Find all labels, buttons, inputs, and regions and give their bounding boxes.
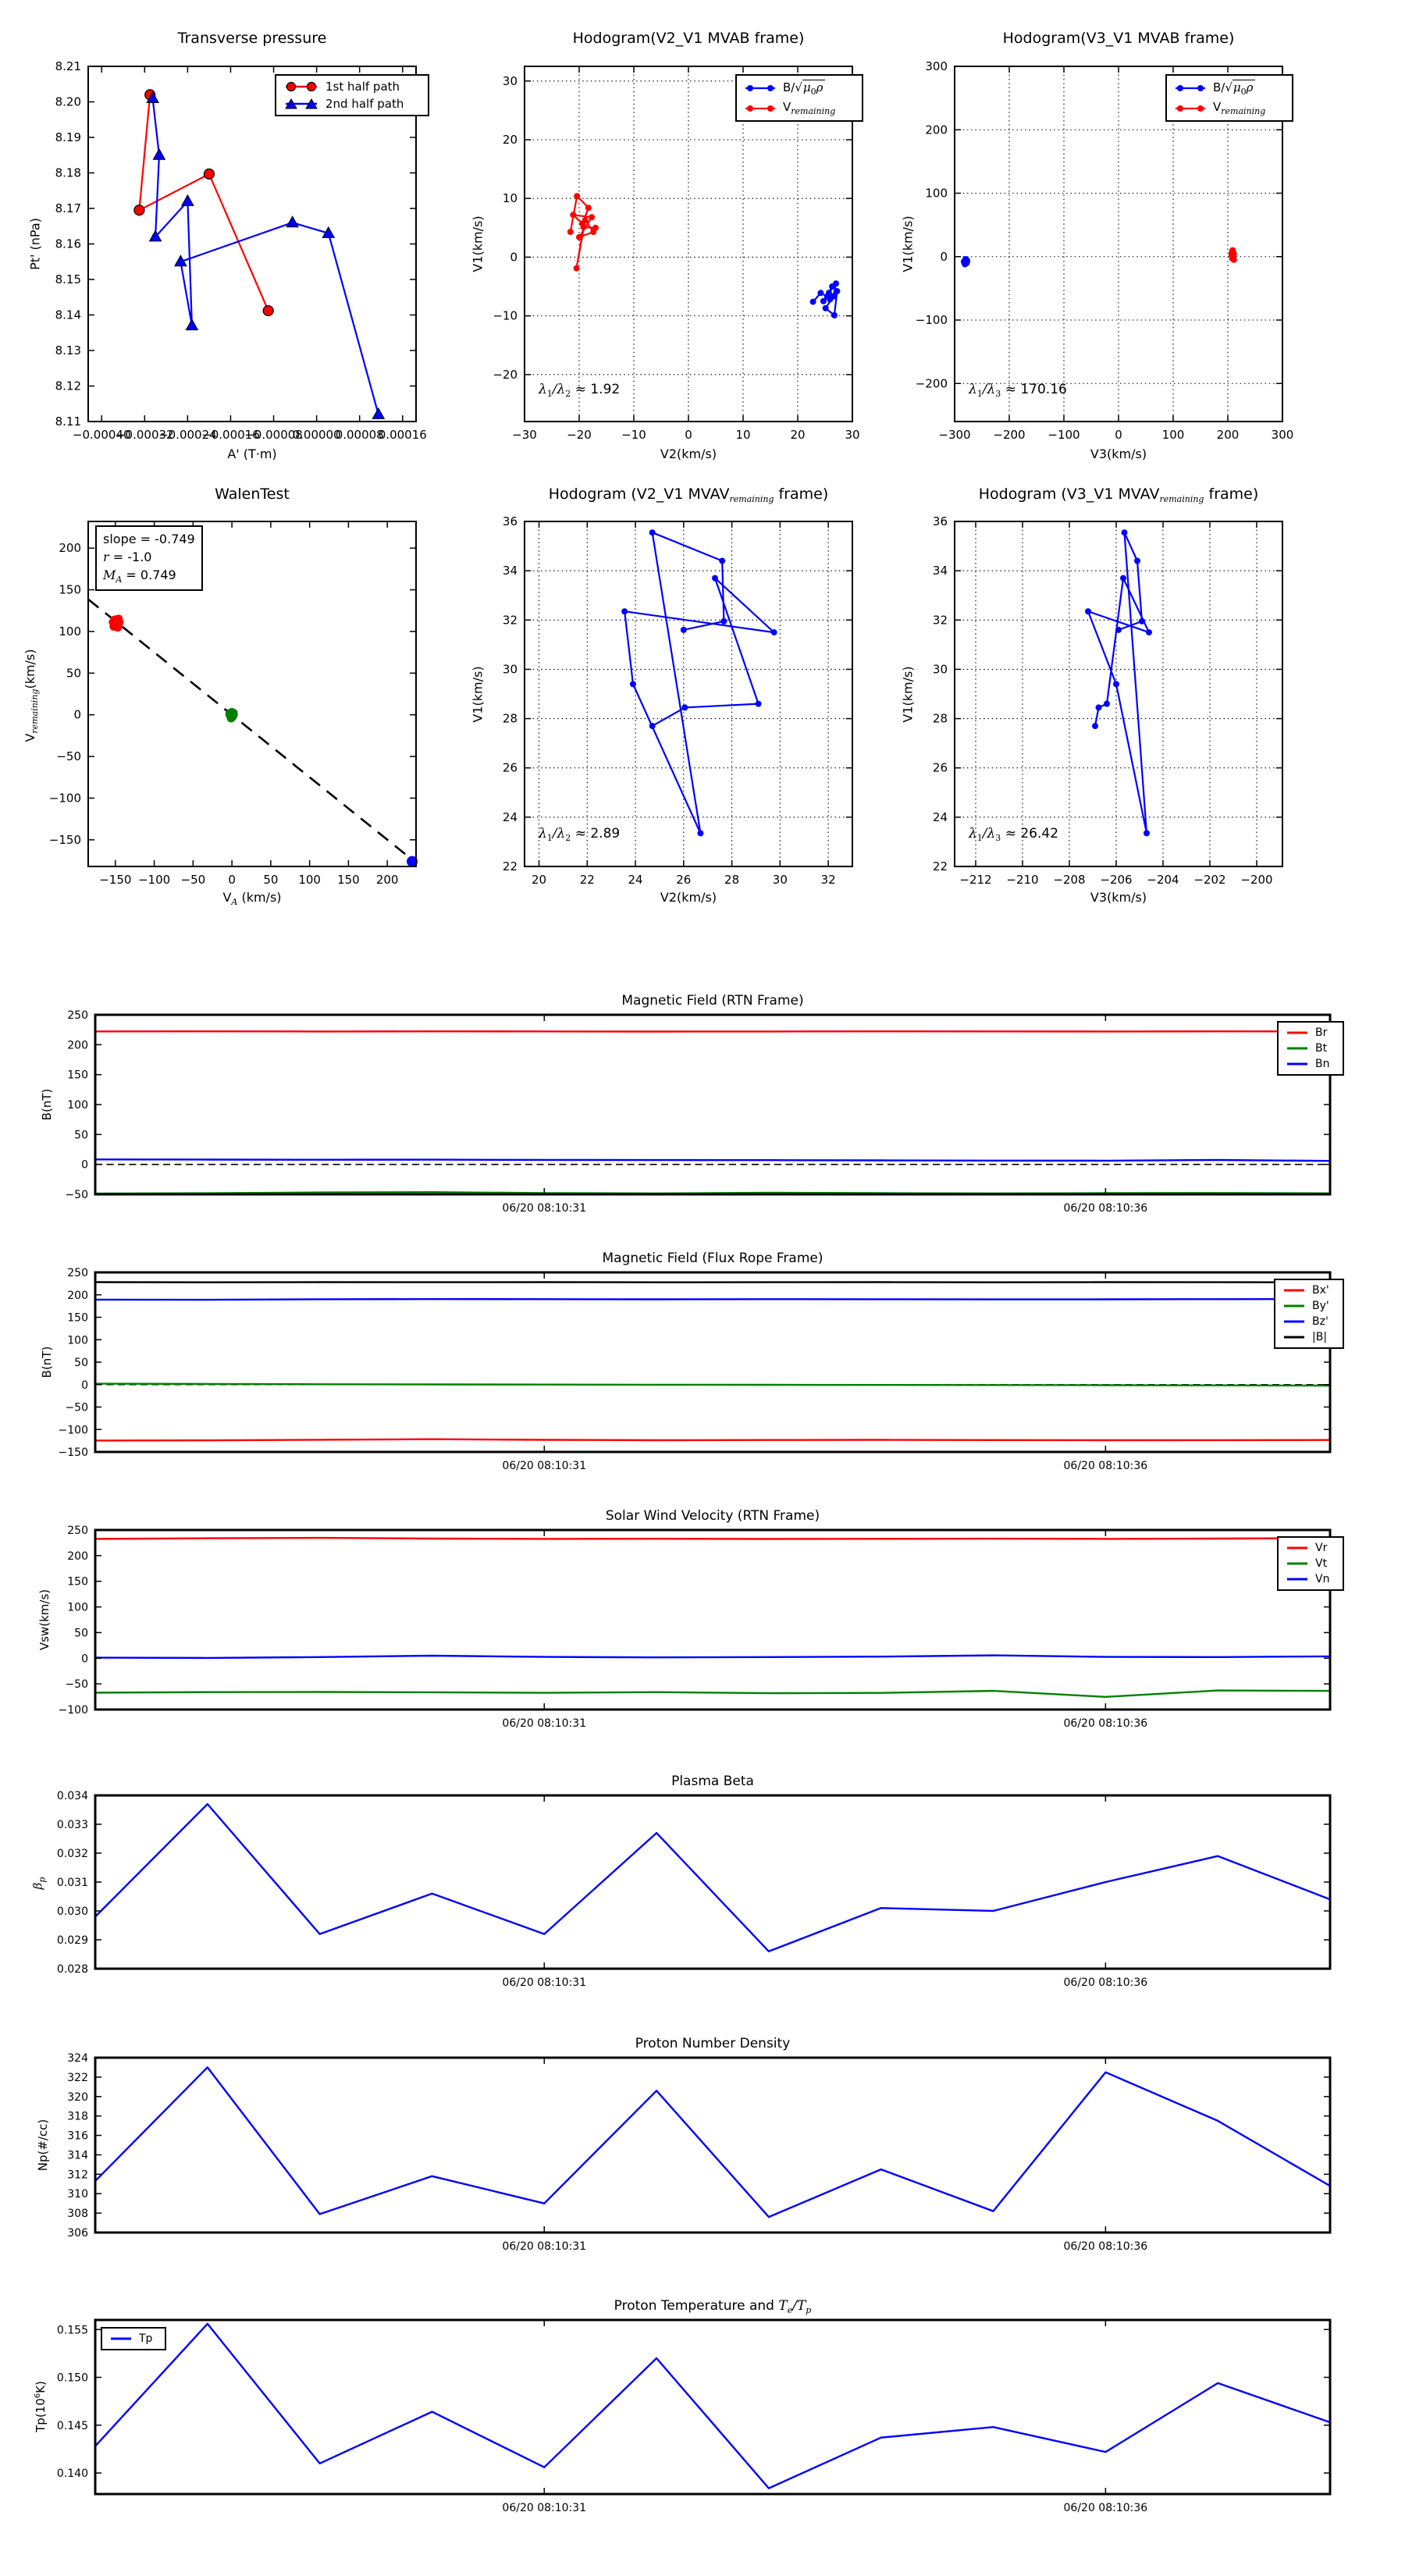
svg-text:308: 308 xyxy=(67,2208,88,2221)
svg-text:322: 322 xyxy=(67,2071,88,2084)
svg-text:26: 26 xyxy=(932,760,948,775)
svg-text:−202: −202 xyxy=(1193,873,1226,887)
svg-text:0: 0 xyxy=(81,1158,88,1172)
annotation-lambda-ratio-13-mvav: $\lambda_1/\lambda_3 \approx 26.42$ xyxy=(969,826,1059,843)
svg-text:−100: −100 xyxy=(48,791,81,806)
svg-text:06/20 08:10:31: 06/20 08:10:31 xyxy=(502,2240,587,2253)
ylabel-hodogram-v3v1-mvab: V1(km/s) xyxy=(900,215,916,272)
svg-text:10: 10 xyxy=(502,191,518,206)
legend-magnetic-field-rtn xyxy=(1277,1021,1344,1076)
legend-item-1st-half-path xyxy=(283,80,421,94)
svg-text:20: 20 xyxy=(502,133,518,148)
svg-text:26: 26 xyxy=(676,873,692,887)
svg-text:−200: −200 xyxy=(915,376,948,391)
title-hodogram-v3v1-mvav: Hodogram (V3_V1 $MVAV_{remaining}$ frame) xyxy=(978,486,1259,504)
svg-text:8.12: 8.12 xyxy=(55,379,81,393)
dot-line-marker-icon xyxy=(744,102,777,115)
svg-text:−100: −100 xyxy=(915,313,948,327)
ylabel-magnetic-field-rtn: B(nT) xyxy=(40,1088,54,1121)
line-swatch-icon xyxy=(1286,1044,1309,1053)
svg-text:28: 28 xyxy=(932,711,948,726)
legend-item-v-remaining xyxy=(744,100,855,116)
svg-text:06/20 08:10:31: 06/20 08:10:31 xyxy=(502,1202,587,1215)
svg-text:−206: −206 xyxy=(1100,873,1133,887)
svg-text:200: 200 xyxy=(67,1039,88,1052)
svg-text:−208: −208 xyxy=(1053,873,1086,887)
line-swatch-icon xyxy=(1282,1301,1306,1311)
svg-text:0: 0 xyxy=(940,249,948,264)
svg-text:300: 300 xyxy=(925,59,948,73)
svg-text:324: 324 xyxy=(67,2052,88,2065)
svg-text:20: 20 xyxy=(531,873,547,887)
title-proton-temperature: Proton Temperature and $T_e/T_p$ xyxy=(614,2298,812,2315)
svg-text:−20: −20 xyxy=(567,428,592,442)
svg-text:06/20 08:10:36: 06/20 08:10:36 xyxy=(1063,2240,1148,2253)
svg-text:50: 50 xyxy=(66,666,81,681)
svg-text:26: 26 xyxy=(502,760,518,775)
line-swatch-icon xyxy=(1286,1028,1309,1037)
svg-text:8.16: 8.16 xyxy=(55,237,81,251)
svg-text:−50: −50 xyxy=(65,1401,88,1414)
svg-text:24: 24 xyxy=(502,809,518,824)
svg-text:22: 22 xyxy=(932,859,948,873)
svg-text:8.15: 8.15 xyxy=(55,272,81,286)
ylabel-proton-temperature: $Tp(10^6K)$ xyxy=(34,2381,48,2432)
svg-text:−100: −100 xyxy=(1048,428,1080,442)
svg-text:−50: −50 xyxy=(65,1189,88,1201)
svg-text:0: 0 xyxy=(1115,428,1122,442)
svg-text:22: 22 xyxy=(502,859,518,873)
svg-text:32: 32 xyxy=(820,873,836,887)
svg-text:250: 250 xyxy=(67,1525,88,1537)
svg-text:50: 50 xyxy=(74,1357,88,1369)
svg-text:320: 320 xyxy=(67,2090,88,2104)
svg-text:100: 100 xyxy=(67,1601,88,1614)
svg-text:−300: −300 xyxy=(938,428,971,442)
svg-text:0.029: 0.029 xyxy=(56,1934,88,1947)
xlabel-hodogram-v3v1-mvab: V3(km/s) xyxy=(1090,447,1147,461)
svg-text:200: 200 xyxy=(67,1550,88,1563)
svg-text:−204: −204 xyxy=(1147,873,1179,887)
annotation-lambda-ratio-12-mvav: $\lambda_1/\lambda_2 \approx 2.89$ xyxy=(539,826,621,843)
svg-text:0.00016: 0.00016 xyxy=(378,428,427,442)
legend-item-bx: Bx' xyxy=(1282,1284,1336,1297)
walen-stats-box xyxy=(95,525,203,591)
svg-text:−0.00040: −0.00040 xyxy=(72,428,131,442)
xlabel-hodogram-v2v1-mvab: V2(km/s) xyxy=(660,447,717,461)
title-proton-number-density: Proton Number Density xyxy=(635,2036,791,2051)
svg-text:32: 32 xyxy=(502,613,518,628)
title-hodogram-v2v1-mvav: Hodogram (V2_V1 $MVAV_{remaining}$ frame) xyxy=(548,486,829,504)
title-hodogram-v3v1-mvab: Hodogram(V3_V1 MVAB frame) xyxy=(1002,30,1235,47)
ylabel-hodogram-v3v1-mvav: V1(km/s) xyxy=(900,666,916,723)
legend-solar-wind-velocity xyxy=(1277,1536,1344,1591)
xlabel-hodogram-v2v1-mvav: V2(km/s) xyxy=(660,890,717,905)
svg-text:0.140: 0.140 xyxy=(56,2467,88,2481)
svg-text:100: 100 xyxy=(67,1099,88,1112)
legend-hodogram-v2v1-mvab xyxy=(735,74,863,122)
annotation-lambda-ratio-12: $\lambda_1/\lambda_2 \approx 1.92$ xyxy=(539,382,621,399)
svg-text:06/20 08:10:36: 06/20 08:10:36 xyxy=(1063,1460,1148,1472)
line-swatch-icon xyxy=(109,2334,133,2343)
ylabel-hodogram-v2v1-mvav: V1(km/s) xyxy=(470,666,486,723)
legend-item-tp: Tp xyxy=(109,2332,158,2345)
svg-text:36: 36 xyxy=(932,514,948,528)
legend-proton-temperature xyxy=(101,2327,166,2350)
ylabel-magnetic-field-flux-rope: B(nT) xyxy=(40,1346,54,1379)
legend-label-b-over-sqrt: $B/√\mu_0\rho$ xyxy=(783,80,823,97)
legend-label: 1st half path xyxy=(325,80,400,94)
svg-text:8.13: 8.13 xyxy=(55,343,81,358)
svg-text:−200: −200 xyxy=(1240,873,1273,887)
title-solar-wind-velocity: Solar Wind Velocity (RTN Frame) xyxy=(605,1508,820,1524)
svg-text:−10: −10 xyxy=(493,308,518,323)
svg-text:200: 200 xyxy=(67,1289,88,1302)
svg-text:−150: −150 xyxy=(58,1446,88,1459)
legend-label-v-remaining: $V_{remaining}$ xyxy=(1213,100,1266,117)
annotation-lambda-ratio-13: $\lambda_1/\lambda_3 \approx 170.16$ xyxy=(969,382,1067,399)
svg-text:314: 314 xyxy=(67,2149,88,2162)
triangle-line-marker-icon xyxy=(283,98,319,110)
legend-item-bn: Bn xyxy=(1286,1058,1336,1070)
svg-text:0.032: 0.032 xyxy=(56,1848,88,1860)
legend-item-bz: Bz' xyxy=(1282,1315,1336,1328)
ylabel-transverse-pressure: Pt' (nPa) xyxy=(27,218,43,270)
line-swatch-icon xyxy=(1282,1317,1306,1326)
svg-text:10: 10 xyxy=(735,428,751,442)
svg-text:−0.00032: −0.00032 xyxy=(115,428,174,442)
walen-slope-value: slope = -0.749 xyxy=(103,532,195,546)
svg-text:250: 250 xyxy=(67,1267,88,1279)
svg-text:150: 150 xyxy=(337,873,360,887)
svg-text:0.145: 0.145 xyxy=(56,2419,88,2432)
xlabel-walen-test: $V_A$ (km/s) xyxy=(222,890,282,907)
svg-text:−30: −30 xyxy=(512,428,537,442)
svg-text:−100: −100 xyxy=(137,873,171,887)
svg-text:8.18: 8.18 xyxy=(55,165,81,180)
legend-item-alfven-speed xyxy=(1174,80,1285,97)
svg-text:30: 30 xyxy=(772,873,788,887)
svg-text:50: 50 xyxy=(74,1129,88,1142)
svg-text:−10: −10 xyxy=(621,428,646,442)
svg-text:−210: −210 xyxy=(1006,873,1039,887)
title-plasma-beta: Plasma Beta xyxy=(671,1774,754,1789)
svg-text:100: 100 xyxy=(925,186,948,201)
svg-text:0.033: 0.033 xyxy=(56,1819,88,1831)
svg-text:312: 312 xyxy=(67,2169,88,2182)
legend-magnetic-field-flux-rope xyxy=(1274,1279,1344,1349)
svg-text:8.21: 8.21 xyxy=(55,59,81,73)
svg-text:06/20 08:10:36: 06/20 08:10:36 xyxy=(1063,2502,1148,2514)
line-swatch-icon xyxy=(1286,1059,1309,1069)
svg-text:22: 22 xyxy=(579,873,595,887)
line-swatch-icon xyxy=(1286,1559,1309,1568)
svg-text:06/20 08:10:36: 06/20 08:10:36 xyxy=(1063,1976,1148,1989)
svg-text:0: 0 xyxy=(228,873,236,887)
legend-item-vn: Vn xyxy=(1286,1573,1336,1585)
svg-text:0.028: 0.028 xyxy=(56,1963,88,1976)
svg-text:150: 150 xyxy=(67,1575,88,1589)
legend-item-vr: Vr xyxy=(1286,1542,1336,1554)
line-swatch-icon xyxy=(1282,1332,1306,1342)
xlabel-transverse-pressure: A' (T·m) xyxy=(227,447,277,461)
svg-text:−20: −20 xyxy=(493,367,518,382)
svg-text:20: 20 xyxy=(790,428,806,442)
svg-text:06/20 08:10:31: 06/20 08:10:31 xyxy=(502,1460,587,1472)
svg-text:8.11: 8.11 xyxy=(55,415,81,429)
svg-text:50: 50 xyxy=(74,1627,88,1640)
legend-hodogram-v3v1-mvab xyxy=(1165,74,1293,122)
svg-text:0: 0 xyxy=(81,1379,88,1392)
ylabel-solar-wind-velocity: Vsw(km/s) xyxy=(37,1589,52,1651)
svg-text:150: 150 xyxy=(59,582,81,597)
dot-line-marker-icon xyxy=(744,82,777,94)
svg-text:32: 32 xyxy=(932,613,948,628)
svg-text:100: 100 xyxy=(298,873,321,887)
svg-text:8.17: 8.17 xyxy=(55,201,81,215)
dot-line-marker-icon xyxy=(1174,82,1207,94)
svg-text:0.155: 0.155 xyxy=(56,2324,88,2337)
svg-text:200: 200 xyxy=(1216,428,1240,442)
svg-text:−50: −50 xyxy=(65,1678,88,1692)
svg-text:06/20 08:10:31: 06/20 08:10:31 xyxy=(502,2502,587,2514)
svg-text:0.030: 0.030 xyxy=(56,1905,88,1918)
svg-text:100: 100 xyxy=(67,1334,88,1347)
title-transverse-pressure: Transverse pressure xyxy=(177,30,327,47)
svg-text:0.150: 0.150 xyxy=(56,2371,88,2385)
title-hodogram-v2v1-mvab: Hodogram(V2_V1 MVAB frame) xyxy=(572,30,805,47)
line-swatch-icon xyxy=(1282,1286,1306,1295)
svg-text:24: 24 xyxy=(932,809,948,824)
svg-text:06/20 08:10:36: 06/20 08:10:36 xyxy=(1063,1202,1148,1215)
svg-text:−212: −212 xyxy=(959,873,992,887)
legend-item-2nd-half-path xyxy=(283,97,421,111)
legend-item-alfven-speed xyxy=(744,80,855,97)
svg-text:28: 28 xyxy=(502,711,518,726)
legend-label: 2nd half path xyxy=(325,97,404,111)
svg-text:316: 316 xyxy=(67,2129,88,2143)
svg-text:150: 150 xyxy=(67,1311,88,1325)
svg-text:8.14: 8.14 xyxy=(55,308,81,322)
title-magnetic-field-flux-rope: Magnetic Field (Flux Rope Frame) xyxy=(602,1251,823,1266)
svg-text:−100: −100 xyxy=(58,1704,88,1717)
legend-transverse-pressure xyxy=(275,74,429,116)
svg-text:0: 0 xyxy=(510,250,518,265)
svg-text:24: 24 xyxy=(628,873,643,887)
legend-label-b-over-sqrt: $B/√\mu_0\rho$ xyxy=(1213,80,1254,97)
svg-text:−150: −150 xyxy=(99,873,132,887)
svg-text:318: 318 xyxy=(67,2110,88,2123)
legend-item-br: Br xyxy=(1286,1026,1336,1039)
svg-text:34: 34 xyxy=(932,564,948,578)
svg-text:200: 200 xyxy=(375,873,399,887)
svg-text:−50: −50 xyxy=(56,749,81,764)
svg-text:100: 100 xyxy=(59,624,81,639)
svg-text:−0.00016: −0.00016 xyxy=(201,428,260,442)
title-magnetic-field-rtn: Magnetic Field (RTN Frame) xyxy=(621,993,804,1009)
legend-item-by: By' xyxy=(1282,1300,1336,1312)
svg-text:28: 28 xyxy=(724,873,740,887)
svg-text:100: 100 xyxy=(1161,428,1185,442)
svg-text:306: 306 xyxy=(67,2227,88,2240)
svg-text:06/20 08:10:31: 06/20 08:10:31 xyxy=(502,1976,587,1989)
xlabel-hodogram-v3v1-mvav: V3(km/s) xyxy=(1090,890,1147,905)
legend-item-bt: Bt xyxy=(1286,1042,1336,1055)
ylabel-plasma-beta: $\beta_p$ xyxy=(30,1877,48,1890)
ylabel-proton-number-density: Np(#/cc) xyxy=(36,2119,50,2172)
legend-item-bmag: |B| xyxy=(1282,1331,1336,1343)
legend-item-vt: Vt xyxy=(1286,1557,1336,1570)
svg-text:0: 0 xyxy=(81,1653,88,1666)
svg-text:0.00008: 0.00008 xyxy=(335,428,384,442)
svg-text:300: 300 xyxy=(1271,428,1294,442)
svg-text:8.20: 8.20 xyxy=(55,94,81,109)
ylabel-hodogram-v2v1-mvab: V1(km/s) xyxy=(470,215,486,272)
svg-text:310: 310 xyxy=(67,2188,88,2201)
walen-r-value: r = -1.0 xyxy=(103,550,152,565)
svg-text:−200: −200 xyxy=(993,428,1026,442)
circle-line-marker-icon xyxy=(283,80,319,93)
svg-text:−150: −150 xyxy=(48,832,81,847)
svg-text:250: 250 xyxy=(67,1009,88,1022)
svg-text:34: 34 xyxy=(502,564,518,578)
walen-mach-value: $M_A = 0.749$ xyxy=(103,568,176,585)
legend-label-v-remaining: $V_{remaining}$ xyxy=(783,100,836,117)
svg-text:30: 30 xyxy=(502,73,518,88)
line-swatch-icon xyxy=(1286,1543,1309,1553)
svg-text:−0.00024: −0.00024 xyxy=(158,428,217,442)
svg-text:8.19: 8.19 xyxy=(55,130,81,144)
svg-text:0.031: 0.031 xyxy=(56,1877,88,1889)
svg-text:06/20 08:10:31: 06/20 08:10:31 xyxy=(502,1717,587,1730)
svg-text:0: 0 xyxy=(73,707,81,722)
legend-item-v-remaining xyxy=(1174,100,1285,116)
svg-text:36: 36 xyxy=(502,514,518,528)
svg-text:30: 30 xyxy=(845,428,860,442)
line-swatch-icon xyxy=(1286,1574,1309,1584)
svg-text:200: 200 xyxy=(59,541,81,556)
svg-text:−0.00008: −0.00008 xyxy=(244,428,303,442)
svg-text:−100: −100 xyxy=(58,1424,88,1437)
svg-text:30: 30 xyxy=(502,662,518,677)
svg-text:0: 0 xyxy=(685,428,692,442)
svg-text:−50: −50 xyxy=(180,873,206,887)
ylabel-walen-test: $V_{remaining}(km/s)$ xyxy=(23,649,40,742)
svg-text:0.034: 0.034 xyxy=(56,1790,88,1802)
svg-text:06/20 08:10:36: 06/20 08:10:36 xyxy=(1063,1717,1148,1730)
svg-text:50: 50 xyxy=(263,873,279,887)
svg-text:200: 200 xyxy=(925,123,948,137)
svg-text:0.00000: 0.00000 xyxy=(292,428,341,442)
svg-text:30: 30 xyxy=(932,662,948,677)
title-walen-test: WalenTest xyxy=(215,486,290,503)
dot-line-marker-icon xyxy=(1174,102,1207,115)
svg-text:150: 150 xyxy=(67,1069,88,1082)
